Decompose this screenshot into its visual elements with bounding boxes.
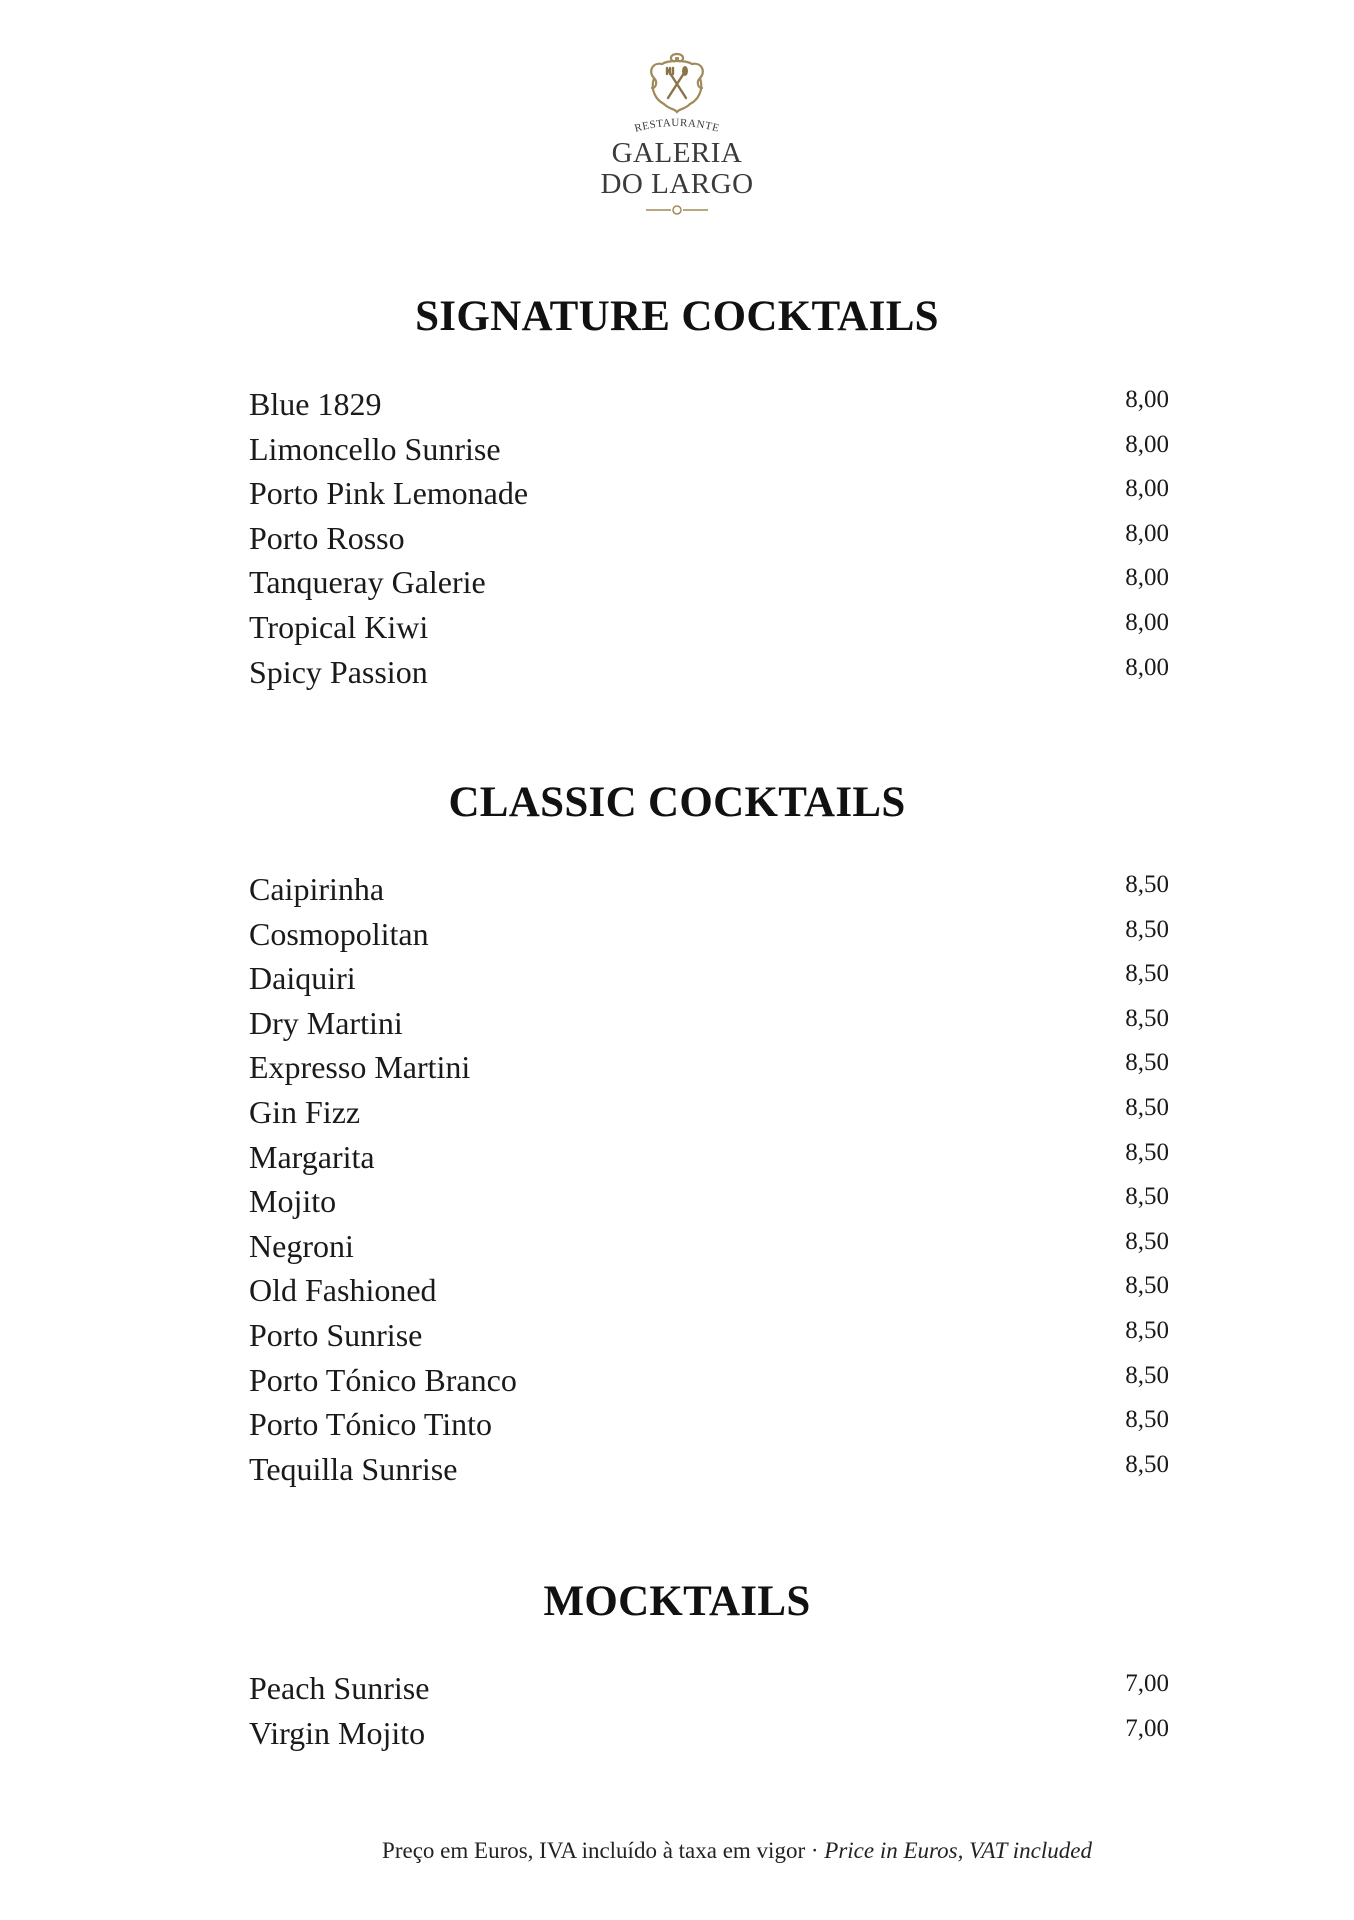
menu-item-name: Virgin Mojito	[249, 1714, 426, 1751]
menu-item-price: 8,50	[1125, 1361, 1169, 1389]
price-note-footer	[0, 1836, 1354, 1866]
menu-item-name: Porto Tónico Branco	[249, 1361, 517, 1398]
menu-item-price: 8,00	[1125, 653, 1169, 681]
svg-text:RESTAURANTE: RESTAURANTE	[633, 116, 721, 135]
menu-item-name: Margarita	[249, 1138, 375, 1175]
menu-item	[249, 1711, 1169, 1756]
signature-cocktails-list	[249, 382, 1169, 694]
menu-item	[249, 1358, 1169, 1403]
restaurant-logo	[0, 50, 1354, 216]
menu-item	[249, 1447, 1169, 1492]
crest-emblem-icon	[640, 50, 714, 116]
footer-separator: ·	[805, 1838, 825, 1863]
menu-item-price: 7,00	[1125, 1714, 1169, 1742]
menu-item-price: 8,50	[1125, 915, 1169, 943]
menu-item	[249, 956, 1169, 1001]
footer-english-note: Price in Euros, VAT included	[824, 1838, 1092, 1863]
menu-item-price: 8,50	[1125, 1093, 1169, 1121]
menu-item-price: 8,00	[1125, 608, 1169, 636]
menu-item	[249, 605, 1169, 650]
menu-item-price: 8,00	[1125, 475, 1169, 503]
menu-item	[249, 471, 1169, 516]
menu-item-price: 8,50	[1125, 1316, 1169, 1344]
restaurante-arc-lettering	[617, 116, 737, 138]
menu-item-price: 8,50	[1125, 1272, 1169, 1300]
menu-item-name: Caipirinha	[249, 871, 385, 907]
classic-cocktails-list	[249, 867, 1169, 1491]
menu-item-name: Daiquiri	[249, 960, 356, 997]
menu-item	[249, 1224, 1169, 1269]
menu-item	[249, 382, 1169, 427]
menu-item	[249, 560, 1169, 605]
menu-item-name: Limoncello Sunrise	[249, 430, 501, 467]
menu-item-price: 8,00	[1125, 564, 1169, 592]
menu-item-name: Porto Rosso	[249, 519, 405, 556]
menu-item-name: Porto Pink Lemonade	[249, 475, 529, 512]
menu-item	[249, 1268, 1169, 1313]
menu-item	[249, 1402, 1169, 1447]
menu-item-name: Expresso Martini	[249, 1049, 471, 1086]
menu-item-name: Old Fashioned	[249, 1272, 437, 1309]
logo-name-line2: DO LARGO	[600, 168, 754, 200]
menu-item	[249, 912, 1169, 957]
footer-portuguese-note: Preço em Euros, IVA incluído à taxa em vigor	[382, 1838, 806, 1863]
section-title-classic: CLASSIC COCKTAILS	[448, 779, 906, 826]
ornamental-rule-icon	[642, 204, 712, 216]
menu-item-price: 7,00	[1125, 1670, 1169, 1697]
menu-item	[249, 1135, 1169, 1180]
menu-item	[249, 1001, 1169, 1046]
mocktails-list	[249, 1666, 1169, 1755]
menu-item	[249, 1045, 1169, 1090]
menu-item-name: Tropical Kiwi	[249, 608, 429, 645]
menu-item	[249, 1666, 1169, 1711]
menu-item	[249, 867, 1169, 912]
menu-item-name: Peach Sunrise	[249, 1670, 430, 1706]
menu-item-name: Gin Fizz	[249, 1093, 361, 1130]
menu-item	[249, 1313, 1169, 1358]
menu-item	[249, 516, 1169, 561]
menu-item-price: 8,50	[1125, 1138, 1169, 1166]
menu-item-price: 8,50	[1125, 1227, 1169, 1255]
menu-item-price: 8,50	[1125, 1450, 1169, 1478]
section-title-signature: SIGNATURE COCKTAILS	[415, 293, 939, 340]
menu-item	[249, 427, 1169, 472]
menu-item-name: Spicy Passion	[249, 653, 428, 690]
menu-item-price: 8,50	[1125, 1406, 1169, 1434]
menu-item-name: Mojito	[249, 1183, 337, 1220]
menu-item-price: 8,50	[1125, 1004, 1169, 1032]
menu-item	[249, 1090, 1169, 1135]
logo-name-line1: GALERIA	[611, 137, 743, 169]
menu-item-price: 8,00	[1125, 519, 1169, 547]
menu-item-price: 8,50	[1125, 871, 1169, 898]
menu-item-name: Porto Sunrise	[249, 1316, 423, 1353]
menu-item-name: Tequilla Sunrise	[249, 1450, 458, 1487]
menu-item-price: 8,50	[1125, 960, 1169, 988]
menu-item-name: Negroni	[249, 1227, 354, 1264]
menu-item-price: 8,00	[1125, 386, 1169, 413]
menu-item-name: Blue 1829	[249, 386, 382, 422]
menu-item-price: 8,50	[1125, 1049, 1169, 1077]
menu-item-name: Cosmopolitan	[249, 915, 429, 952]
menu-item-name: Tanqueray Galerie	[249, 564, 486, 601]
menu-item-name: Dry Martini	[249, 1004, 403, 1041]
menu-item-name: Porto Tónico Tinto	[249, 1406, 493, 1443]
menu-item	[249, 1179, 1169, 1224]
menu-item-price: 8,00	[1125, 430, 1169, 458]
section-title-mocktails: MOCKTAILS	[543, 1578, 811, 1625]
menu-item	[249, 650, 1169, 695]
menu-item-price: 8,50	[1125, 1183, 1169, 1211]
